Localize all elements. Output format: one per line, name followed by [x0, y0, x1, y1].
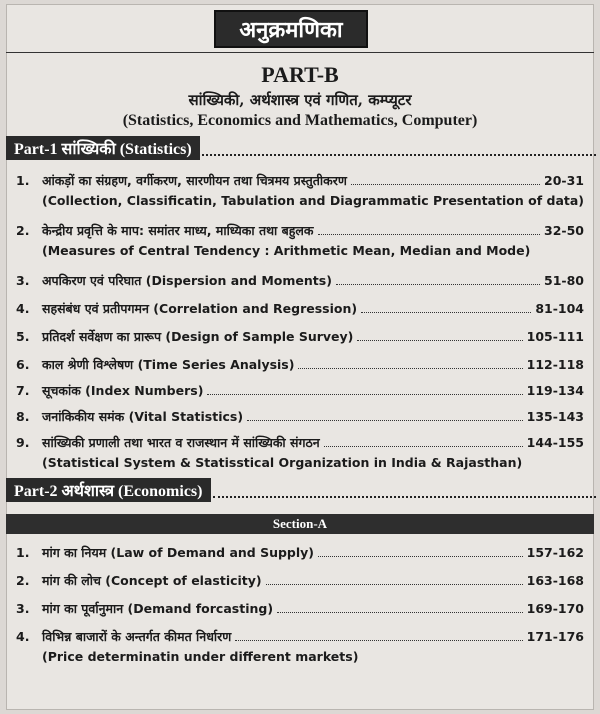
entry-subtitle: (Price determinatin under different markets) — [42, 649, 359, 664]
entry-title: आंकड़ों का संग्रहण, वर्गीकरण, सारणीयन तथा चित्रमय प्रस्तुतीकरण — [42, 173, 347, 188]
part2-header — [6, 478, 596, 502]
entry-number: 5. — [16, 329, 30, 344]
entry-title: विभिन्न बाजारों के अन्तर्गत कीमत निर्धारण — [42, 629, 232, 644]
entry-pages: 144-155 — [526, 435, 584, 450]
toc-entry[interactable] — [16, 572, 584, 589]
entry-pages: 112-118 — [526, 357, 584, 372]
entry-title: अपकिरण एवं परिघात (Dispersion and Moments) — [42, 273, 332, 288]
entry-title: केन्द्रीय प्रवृत्ति के माप: समांतर माध्य, माध्यिका तथा बहुलक — [42, 223, 314, 238]
section-heading: Section-A — [6, 514, 594, 534]
part2-label: Part-2 अर्थशास्त्र (Economics) — [6, 478, 211, 502]
leader-dots — [202, 140, 596, 156]
entry-number: 4. — [16, 629, 30, 644]
entry-number: 2. — [16, 223, 30, 238]
entry-title: मांग का नियम (Law of Demand and Supply) — [42, 545, 315, 560]
toc-entry[interactable] — [16, 382, 584, 399]
leader-dots — [277, 602, 523, 613]
entry-pages: 171-176 — [526, 629, 584, 644]
leader-dots — [336, 274, 540, 285]
entry-title: मांग का पूर्वानुमान (Demand forcasting) — [42, 601, 274, 616]
entry-number: 3. — [16, 273, 30, 288]
toc-entry[interactable] — [16, 408, 584, 425]
toc-entry[interactable] — [16, 544, 584, 561]
entry-number: 1. — [16, 173, 30, 188]
entry-number: 8. — [16, 409, 30, 424]
part1-label: Part-1 सांख्यिकी (Statistics) — [6, 136, 200, 160]
subtitle-english: (Statistics, Economics and Mathematics, Computer) — [122, 112, 478, 129]
entry-pages: 157-162 — [526, 545, 584, 560]
entry-number: 3. — [16, 601, 30, 616]
leader-dots — [318, 224, 541, 235]
entry-number: 6. — [16, 357, 30, 372]
entry-subtitle: (Measures of Central Tendency : Arithmetic Mean, Median and Mode) — [42, 243, 531, 258]
entry-title: सांख्यिकी प्रणाली तथा भारत व राजस्थान में सांख्यिकी संगठन — [42, 435, 320, 450]
toc-entry[interactable] — [16, 600, 584, 617]
entry-title: मांग की लोच (Concept of elasticity) — [42, 573, 262, 588]
toc-entry[interactable] — [16, 272, 584, 289]
part1-header — [6, 136, 596, 160]
toc-entry[interactable] — [16, 222, 584, 258]
leader-dots — [298, 358, 522, 369]
leader-dots — [247, 410, 523, 421]
entry-pages: 135-143 — [526, 409, 584, 424]
entry-pages: 119-134 — [526, 383, 584, 398]
divider — [6, 52, 594, 53]
toc-entry[interactable] — [16, 628, 584, 664]
entry-pages: 169-170 — [526, 601, 584, 616]
leader-dots — [351, 174, 540, 185]
entry-pages: 105-111 — [526, 329, 584, 344]
entry-subtitle: (Statistical System & Statisstical Organization in India & Rajasthan) — [42, 455, 523, 470]
entry-title: सहसंबंध एवं प्रतीपगमन (Correlation and Regression) — [42, 301, 358, 316]
toc-entry[interactable] — [16, 356, 584, 373]
entry-number: 4. — [16, 301, 30, 316]
leader-dots — [361, 302, 531, 313]
toc-entry[interactable] — [16, 300, 584, 317]
leader-dots — [266, 574, 523, 585]
entry-title: जनांकिकीय समंक (Vital Statistics) — [42, 409, 244, 424]
entry-number: 1. — [16, 545, 30, 560]
page-title: अनुक्रमणिका — [214, 10, 368, 48]
entry-pages: 81-104 — [535, 301, 584, 316]
entry-title: काल श्रेणी विश्लेषण (Time Series Analysis) — [42, 357, 295, 372]
toc-entry[interactable] — [16, 328, 584, 345]
entry-pages: 20-31 — [544, 173, 584, 188]
entry-pages: 32-50 — [544, 223, 584, 238]
leader-dots — [207, 384, 522, 395]
toc-entry[interactable] — [16, 434, 584, 470]
part-heading: PART-B — [261, 62, 339, 87]
toc-entry[interactable] — [16, 172, 584, 208]
entry-subtitle: (Collection, Classificatin, Tabulation and Diagrammatic Presentation of data) — [42, 193, 585, 208]
entry-title: प्रतिदर्श सर्वेक्षण का प्रारूप (Design of Sample Survey) — [42, 329, 354, 344]
leader-dots — [357, 330, 522, 341]
leader-dots — [324, 436, 523, 447]
entry-number: 7. — [16, 383, 30, 398]
entry-title: सूचकांक (Index Numbers) — [42, 383, 204, 398]
subtitle-hindi: सांख्यिकी, अर्थशास्त्र एवं गणित, कम्प्यूटर — [188, 91, 412, 109]
entry-number: 9. — [16, 435, 30, 450]
leader-dots — [213, 482, 597, 498]
leader-dots — [318, 546, 523, 557]
leader-dots — [235, 630, 522, 641]
entry-number: 2. — [16, 573, 30, 588]
entry-pages: 163-168 — [526, 573, 584, 588]
entry-pages: 51-80 — [544, 273, 584, 288]
